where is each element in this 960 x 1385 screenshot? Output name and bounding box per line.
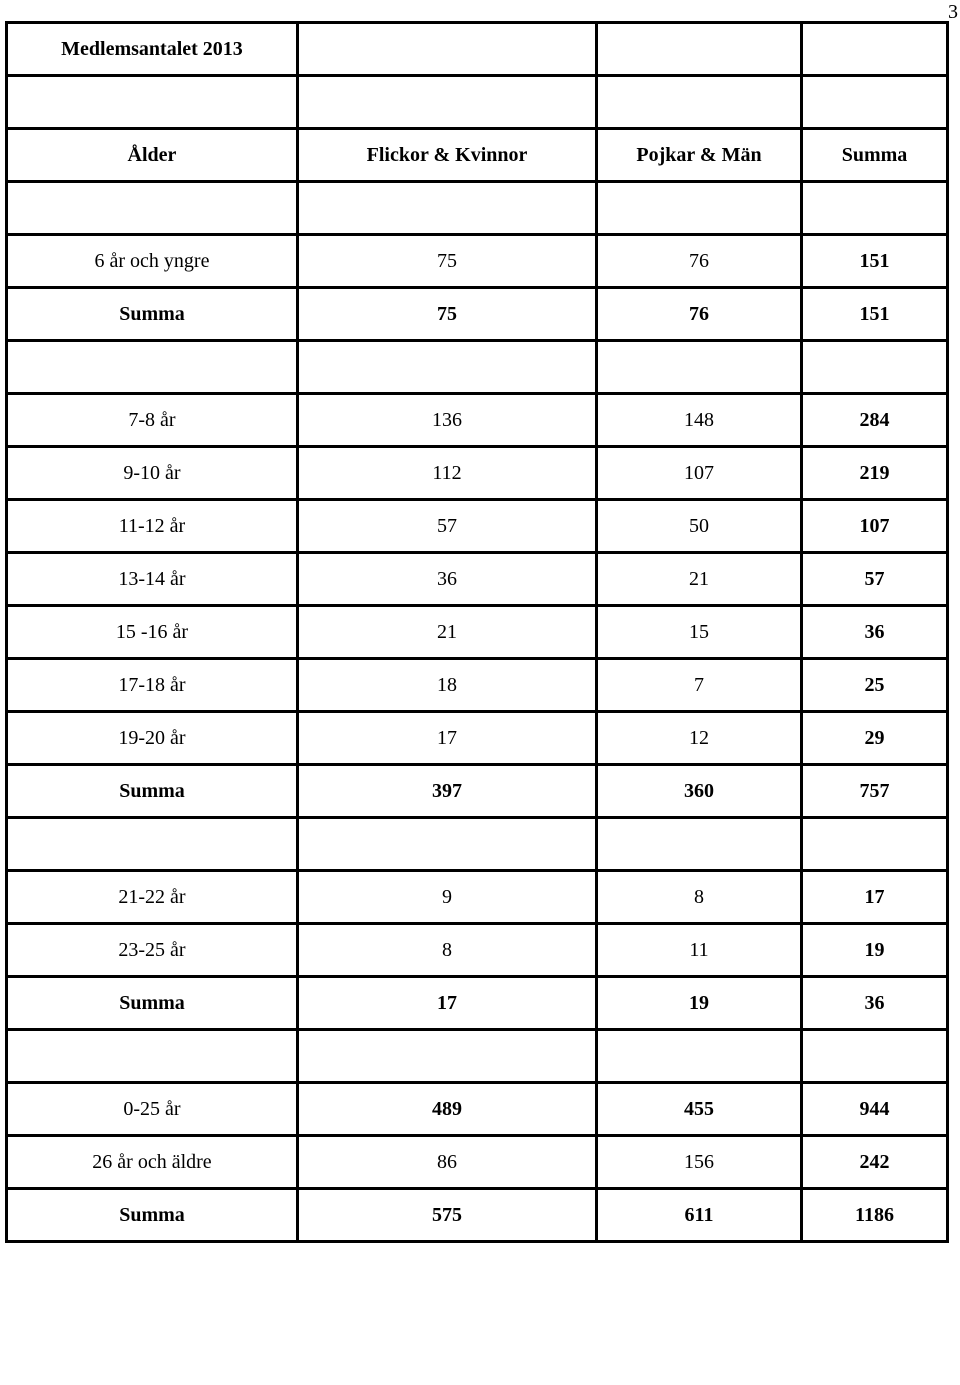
age-cell: 9-10 år — [7, 447, 298, 500]
empty-cell — [7, 76, 298, 129]
table-row — [7, 235, 948, 288]
empty-cell — [298, 1030, 597, 1083]
empty-cell — [597, 341, 802, 394]
boys-men-cell: 611 — [597, 1189, 802, 1242]
sum-cell: 944 — [802, 1083, 948, 1136]
sum-cell: 19 — [802, 924, 948, 977]
girls-women-cell: 489 — [298, 1083, 597, 1136]
blank-row — [7, 76, 948, 129]
girls-women-cell: 75 — [298, 235, 597, 288]
header-row — [7, 129, 948, 182]
sum-cell: 36 — [802, 977, 948, 1030]
membership-table — [5, 21, 949, 1243]
table-row — [7, 394, 948, 447]
blank-row — [7, 341, 948, 394]
age-cell: 13-14 år — [7, 553, 298, 606]
blank-row — [7, 818, 948, 871]
boys-men-cell: 50 — [597, 500, 802, 553]
age-cell: 19-20 år — [7, 712, 298, 765]
empty-cell — [597, 76, 802, 129]
sum-cell: 25 — [802, 659, 948, 712]
subtotal-row — [7, 1083, 948, 1136]
empty-cell — [597, 818, 802, 871]
table-row — [7, 924, 948, 977]
table-row — [7, 500, 948, 553]
empty-cell — [802, 23, 948, 76]
empty-cell — [7, 341, 298, 394]
girls-women-cell: 17 — [298, 977, 597, 1030]
table-row — [7, 659, 948, 712]
empty-cell — [802, 76, 948, 129]
boys-men-cell: 8 — [597, 871, 802, 924]
empty-cell — [7, 818, 298, 871]
girls-women-cell: 86 — [298, 1136, 597, 1189]
age-cell: Summa — [7, 977, 298, 1030]
empty-cell — [597, 1030, 802, 1083]
title-row — [7, 23, 948, 76]
boys-men-cell: 15 — [597, 606, 802, 659]
empty-cell — [802, 341, 948, 394]
boys-men-cell: 360 — [597, 765, 802, 818]
sum-cell: 107 — [802, 500, 948, 553]
table-row — [7, 606, 948, 659]
boys-men-cell: 455 — [597, 1083, 802, 1136]
blank-row — [7, 1030, 948, 1083]
boys-men-cell: 76 — [597, 288, 802, 341]
girls-women-cell: 18 — [298, 659, 597, 712]
header-boys-men: Pojkar & Män — [597, 129, 802, 182]
header-sum: Summa — [802, 129, 948, 182]
girls-women-cell: 112 — [298, 447, 597, 500]
age-cell: 21-22 år — [7, 871, 298, 924]
girls-women-cell: 8 — [298, 924, 597, 977]
age-cell: 6 år och yngre — [7, 235, 298, 288]
girls-women-cell: 21 — [298, 606, 597, 659]
total-row — [7, 977, 948, 1030]
empty-cell — [802, 1030, 948, 1083]
girls-women-cell: 36 — [298, 553, 597, 606]
header-age: Ålder — [7, 129, 298, 182]
boys-men-cell: 7 — [597, 659, 802, 712]
sum-cell: 151 — [802, 288, 948, 341]
total-row — [7, 288, 948, 341]
girls-women-cell: 9 — [298, 871, 597, 924]
sum-cell: 17 — [802, 871, 948, 924]
empty-cell — [298, 76, 597, 129]
table-row — [7, 447, 948, 500]
boys-men-cell: 12 — [597, 712, 802, 765]
sum-cell: 57 — [802, 553, 948, 606]
table-row — [7, 712, 948, 765]
girls-women-cell: 575 — [298, 1189, 597, 1242]
empty-cell — [7, 182, 298, 235]
age-cell: 23-25 år — [7, 924, 298, 977]
sum-cell: 29 — [802, 712, 948, 765]
girls-women-cell: 136 — [298, 394, 597, 447]
girls-women-cell: 397 — [298, 765, 597, 818]
age-cell: Summa — [7, 1189, 298, 1242]
table-title: Medlemsantalet 2013 — [7, 23, 298, 76]
boys-men-cell: 148 — [597, 394, 802, 447]
sum-cell: 242 — [802, 1136, 948, 1189]
page-number: 3 — [948, 1, 958, 23]
age-cell: Summa — [7, 288, 298, 341]
girls-women-cell: 17 — [298, 712, 597, 765]
total-row — [7, 1189, 948, 1242]
empty-cell — [7, 1030, 298, 1083]
sum-cell: 151 — [802, 235, 948, 288]
age-cell: 15 -16 år — [7, 606, 298, 659]
empty-cell — [298, 182, 597, 235]
age-cell: Summa — [7, 765, 298, 818]
sum-cell: 284 — [802, 394, 948, 447]
sum-cell: 1186 — [802, 1189, 948, 1242]
boys-men-cell: 156 — [597, 1136, 802, 1189]
age-cell: 17-18 år — [7, 659, 298, 712]
sum-cell: 757 — [802, 765, 948, 818]
age-cell: 11-12 år — [7, 500, 298, 553]
sum-cell: 36 — [802, 606, 948, 659]
header-girls-women: Flickor & Kvinnor — [298, 129, 597, 182]
age-cell: 0-25 år — [7, 1083, 298, 1136]
empty-cell — [802, 818, 948, 871]
boys-men-cell: 21 — [597, 553, 802, 606]
table-row — [7, 871, 948, 924]
girls-women-cell: 75 — [298, 288, 597, 341]
table-body — [7, 23, 948, 1242]
empty-cell — [298, 818, 597, 871]
blank-row — [7, 182, 948, 235]
table-row — [7, 1136, 948, 1189]
empty-cell — [298, 23, 597, 76]
total-row — [7, 765, 948, 818]
age-cell: 26 år och äldre — [7, 1136, 298, 1189]
table-row — [7, 553, 948, 606]
boys-men-cell: 11 — [597, 924, 802, 977]
boys-men-cell: 19 — [597, 977, 802, 1030]
empty-cell — [597, 182, 802, 235]
age-cell: 7-8 år — [7, 394, 298, 447]
boys-men-cell: 107 — [597, 447, 802, 500]
empty-cell — [802, 182, 948, 235]
sum-cell: 219 — [802, 447, 948, 500]
boys-men-cell: 76 — [597, 235, 802, 288]
empty-cell — [298, 341, 597, 394]
girls-women-cell: 57 — [298, 500, 597, 553]
empty-cell — [597, 23, 802, 76]
